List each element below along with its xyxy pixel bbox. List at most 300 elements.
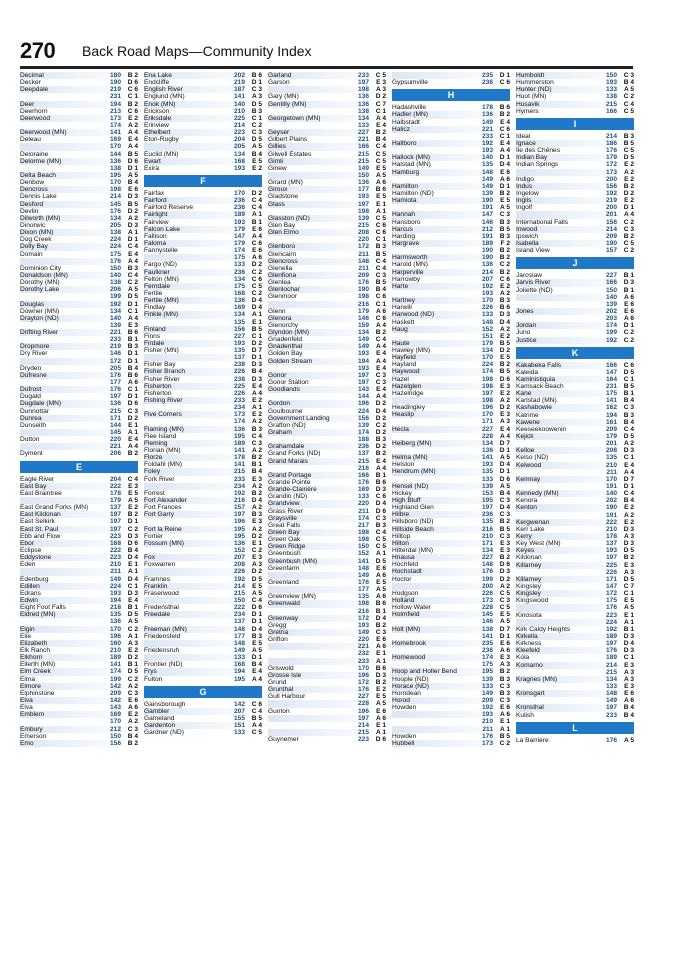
entry-page: 170 [481, 297, 493, 305]
entry-page: 147 [605, 368, 617, 376]
index-entry [144, 497, 262, 504]
entry-name: Embury [20, 725, 43, 733]
index-entry [268, 179, 386, 186]
entry-page: 156 [605, 182, 617, 190]
entry-name: Katrime [516, 411, 539, 419]
entry-grid: D 1 [251, 618, 262, 626]
entry-page: 193 [357, 621, 369, 629]
entry-grid: A 6 [375, 714, 386, 722]
entry-grid: C 5 [375, 72, 386, 79]
entry-page: 137 [357, 450, 369, 458]
entry-grid: B 5 [499, 368, 510, 376]
index-entry [144, 211, 262, 218]
index-entry [20, 590, 138, 597]
index-entry [20, 408, 138, 415]
entry-page: 189 [605, 654, 617, 662]
entry-grid: D 6 [375, 736, 386, 744]
index-entry [268, 122, 386, 129]
entry-page: 166 [605, 279, 617, 287]
index-entry [516, 79, 634, 86]
entry-grid: C 3 [623, 72, 634, 79]
entry-page: 220 [357, 636, 369, 644]
entry-grid: C 6 [251, 700, 262, 708]
entry-page: 146 [481, 218, 493, 226]
entry-page: 172 [605, 161, 617, 169]
entry-page: 176 [109, 207, 121, 215]
entry-page: 196 [481, 404, 493, 412]
entry-grid: E 5 [252, 639, 262, 647]
index-entry [392, 426, 510, 433]
entry-grid: C 5 [499, 604, 510, 612]
index-entry [20, 422, 138, 429]
entry-grid: B 5 [251, 325, 262, 333]
entry-name: Kronsgart [516, 690, 545, 698]
entry-page: 157 [233, 504, 245, 512]
entry-page: 211 [110, 568, 121, 576]
entry-page: 193 [605, 79, 617, 87]
entry-grid: B 3 [623, 132, 634, 140]
index-entry [392, 461, 510, 468]
entry-name: Elphinstone [20, 689, 55, 697]
entry-grid: D 4 [499, 318, 510, 326]
entry-name: Kaministiquia [516, 375, 556, 383]
entry-name: Fannystelle [144, 247, 178, 255]
entry-name: Ebb and Flow [20, 532, 61, 540]
entry-name: Ewart [144, 157, 161, 165]
entry-grid: E 6 [376, 564, 386, 572]
index-entry [516, 697, 634, 704]
index-entry [516, 376, 634, 383]
entry-grid: B 5 [499, 225, 510, 233]
entry-page: 174 [357, 429, 369, 437]
entry-grid: C 7 [623, 583, 634, 590]
entry-page: 227 [481, 554, 493, 562]
entry-name: Fort Alexander [144, 497, 187, 505]
entry-name: Fisherton [144, 382, 172, 390]
entry-page: 142 [233, 700, 245, 708]
entry-page: 189 [233, 211, 245, 219]
entry-name: East Selkirk [20, 518, 55, 526]
entry-grid: B 5 [127, 200, 138, 208]
entry-page: 198 [481, 397, 493, 405]
entry-grid: D 4 [499, 461, 510, 469]
entry-name: Dunnottar [20, 407, 49, 415]
entry-name: Hamilton (ND) [392, 189, 434, 197]
entry-page: 177 [357, 186, 369, 194]
entry-grid: E 5 [624, 597, 634, 605]
entry-page: 222 [233, 604, 245, 612]
entry-page: 141 [233, 447, 245, 455]
entry-name: Decker [20, 79, 41, 87]
entry-name: Gnadenfeld [268, 336, 303, 344]
entry-grid: A 6 [499, 711, 510, 719]
entry-grid: C 6 [499, 79, 510, 87]
entry-name: Gilwell Estates [268, 150, 312, 158]
entry-page: 193 [357, 350, 369, 358]
entry-page: 238 [233, 361, 245, 369]
entry-name: Enok (MN) [144, 100, 176, 108]
entry-grid: C 4 [127, 243, 138, 251]
index-entry [392, 604, 510, 611]
entry-grid: D 6 [375, 507, 386, 515]
entry-page: 142 [109, 696, 121, 704]
index-entry [392, 79, 510, 86]
index-entry [20, 504, 138, 511]
entry-name: Jones [516, 307, 534, 315]
entry-grid: A 1 [375, 207, 386, 215]
index-entry [392, 504, 510, 511]
index-entry [268, 315, 386, 322]
entry-name: Green Oak [268, 536, 301, 544]
entry-name: Harte [392, 282, 409, 290]
entry-page: 171 [605, 575, 617, 583]
entry-page: 228 [481, 432, 493, 440]
index-entry [268, 672, 386, 679]
entry-name: Griswold [268, 664, 294, 672]
entry-page: 197 [357, 379, 369, 387]
entry-page: 209 [481, 696, 493, 704]
entry-grid: D 4 [251, 304, 262, 312]
entry-grid: D 2 [623, 189, 634, 197]
entry-name: Donaldson (MN) [20, 271, 69, 279]
entry-grid: D 1 [251, 611, 262, 619]
index-entry [268, 629, 386, 636]
entry-grid: A 5 [375, 700, 386, 708]
index-entry [516, 469, 634, 476]
entry-grid: B 2 [127, 511, 138, 519]
entry-grid: B 2 [251, 454, 262, 462]
entry-grid: B 2 [499, 189, 510, 197]
entry-page: 210 [481, 718, 493, 726]
entry-grid: A 2 [499, 289, 510, 297]
entry-page: 136 [233, 297, 245, 305]
entry-grid: C 4 [251, 432, 262, 440]
index-entry [20, 372, 138, 379]
entry-name: Heaslip [392, 411, 414, 419]
entry-page: 197 [357, 200, 369, 208]
index-entry [392, 361, 510, 368]
index-entry [516, 547, 634, 554]
entry-page: 220 [357, 500, 369, 508]
entry-name: Florian (MN) [144, 447, 181, 455]
entry-name: Flaming (MN) [144, 425, 184, 433]
entry-grid: E 2 [376, 686, 386, 694]
entry-page: 145 [481, 611, 493, 619]
entry-page: 199 [109, 675, 121, 683]
entry-grid: C 1 [127, 386, 138, 394]
entry-page: 214 [605, 661, 617, 669]
index-entry [392, 690, 510, 697]
index-entry [268, 336, 386, 343]
entry-grid: D 2 [251, 189, 262, 197]
entry-page: 136 [357, 93, 369, 101]
entry-grid: B 1 [127, 604, 138, 612]
entry-page: 216 [357, 607, 369, 615]
index-entry [20, 286, 138, 293]
index-entry [20, 322, 138, 329]
entry-grid: C 5 [251, 729, 262, 737]
entry-page: 219 [109, 86, 121, 94]
entry-name: Fisher Bay [144, 361, 176, 369]
entry-name: Ignace [516, 139, 536, 147]
entry-name: Erickson [144, 107, 170, 115]
entry-grid: E 2 [128, 646, 138, 654]
entry-grid: A 1 [127, 229, 138, 237]
entry-page: 136 [109, 157, 121, 165]
entry-name: Grahamdale [268, 443, 305, 451]
entry-name: Haug [392, 325, 408, 333]
entry-page: 168 [233, 289, 245, 297]
entry-page: 176 [357, 479, 369, 487]
index-entry [392, 526, 510, 533]
entry-grid: D 4 [499, 161, 510, 169]
entry-name: Fort Frances [144, 504, 182, 512]
entry-page: 198 [357, 600, 369, 608]
entry-grid: A 6 [499, 646, 510, 654]
index-entry [516, 108, 634, 115]
entry-grid: C 1 [375, 300, 386, 308]
entry-grid: A 6 [127, 704, 138, 712]
entry-grid: D 2 [375, 429, 386, 437]
entry-name: Elk Ranch [20, 646, 51, 654]
entry-page: 133 [481, 311, 493, 319]
index-entry [20, 193, 138, 200]
entry-grid: C 4 [623, 425, 634, 433]
entry-grid: E 3 [128, 482, 138, 490]
entry-grid: D 3 [375, 671, 386, 679]
entry-page: 190 [357, 286, 369, 294]
entry-name: Hnausa [392, 554, 415, 562]
index-entry [20, 740, 138, 747]
entry-page: 194 [357, 357, 369, 365]
entry-grid: D 6 [499, 561, 510, 569]
entry-name: International Falls [516, 218, 569, 226]
entry-page: 151 [481, 332, 493, 340]
index-entry [20, 450, 138, 457]
entry-page: 140 [109, 271, 121, 279]
entry-name: Dolly Bay [20, 243, 48, 251]
index-entry [516, 669, 634, 676]
index-entry [392, 733, 510, 740]
entry-page: 160 [109, 639, 121, 647]
entry-page: 146 [109, 350, 121, 358]
entry-grid: B 4 [127, 179, 138, 187]
entry-grid: A 6 [375, 179, 386, 187]
entry-name: Grandin (ND) [268, 493, 308, 501]
index-entry [516, 433, 634, 440]
entry-name: Eagle River [20, 475, 55, 483]
index-entry [516, 101, 634, 108]
entry-name: Kildonan [516, 554, 542, 562]
index-entry [144, 226, 262, 233]
entry-name: Hallboro [392, 139, 417, 147]
index-entry [392, 511, 510, 518]
entry-grid: D 5 [623, 547, 634, 555]
entry-grid: A 3 [251, 561, 262, 569]
index-entry [516, 590, 634, 597]
index-entry [268, 729, 386, 736]
entry-grid: E 6 [252, 247, 262, 255]
entry-page: 214 [605, 132, 617, 140]
index-entry [144, 86, 262, 93]
index-entry [516, 147, 634, 154]
index-entry [144, 129, 262, 136]
entry-grid: A 1 [499, 725, 510, 733]
entry-page: 179 [481, 339, 493, 347]
entry-page: 176 [357, 686, 369, 694]
entry-grid: D 3 [623, 447, 634, 455]
entry-grid: A 2 [499, 582, 510, 590]
index-entry [268, 158, 386, 165]
entry-page: 166 [357, 471, 369, 479]
section-letter-h: H [392, 89, 510, 101]
entry-grid: C 3 [375, 628, 386, 636]
index-entry [268, 222, 386, 229]
entry-page: 197 [605, 640, 617, 648]
index-entry [268, 458, 386, 465]
entry-page: 174 [481, 654, 493, 662]
entry-name: Grifton [268, 636, 288, 644]
entry-grid: A 4 [251, 722, 262, 730]
index-entry [20, 497, 138, 504]
entry-name: High Bluff [392, 497, 421, 505]
entry-page: 146 [481, 618, 493, 626]
index-entry [516, 397, 634, 404]
index-entry [392, 261, 510, 268]
entry-grid: B 5 [499, 525, 510, 533]
index-entry [20, 429, 138, 436]
entry-name: Gonor Station [268, 379, 309, 387]
section-letter-l: L [516, 722, 634, 734]
entry-name: Hochstadt [392, 568, 422, 576]
section-letter-f: F [144, 175, 262, 187]
entry-grid: D 1 [251, 79, 262, 87]
entry-grid: E 1 [376, 721, 386, 729]
entry-page: 200 [605, 175, 617, 183]
entry-page: 194 [109, 100, 121, 108]
entry-name: Desford [20, 200, 44, 208]
entry-page: 139 [109, 321, 121, 329]
entry-name: Fisher Branch [144, 368, 186, 376]
entry-name: Grand Marais [268, 457, 308, 465]
entry-name: Holt (MN) [392, 625, 421, 633]
entry-grid: C 6 [623, 361, 634, 369]
entry-grid: A 1 [375, 657, 386, 665]
entry-grid: D 1 [127, 236, 138, 244]
entry-page: 205 [233, 143, 245, 151]
entry-grid: B 3 [499, 297, 510, 305]
entry-grid: C 6 [499, 125, 510, 133]
entry-grid: C 3 [499, 497, 510, 505]
index-entry [268, 301, 386, 308]
entry-name: Harperville [392, 268, 424, 276]
entry-name: Deepdale [20, 86, 49, 94]
entry-page: 224 [481, 361, 493, 369]
entry-page: 202 [605, 307, 617, 315]
entry-page: 195 [233, 432, 245, 440]
index-entry [268, 529, 386, 536]
index-entry [268, 558, 386, 565]
entry-page: 195 [109, 171, 121, 179]
entry-grid: A 1 [127, 568, 138, 576]
entry-name: Glenora [268, 314, 292, 322]
entry-grid: C 1 [623, 454, 634, 462]
entry-grid: B 4 [251, 661, 262, 669]
index-entry [392, 283, 510, 290]
entry-page: 197 [233, 511, 245, 519]
entry-grid: C 5 [623, 147, 634, 155]
index-entry [268, 658, 386, 665]
entry-name: Kennedy (MN) [516, 490, 559, 498]
entry-grid: C 6 [499, 275, 510, 283]
index-entry [144, 661, 262, 668]
entry-grid: E 2 [128, 114, 138, 122]
index-entry [516, 169, 634, 176]
entry-page: 203 [605, 315, 617, 323]
entry-name: Indigo [516, 175, 534, 183]
entry-name: Eden [20, 561, 36, 569]
entry-name: Friedensfeld [144, 632, 181, 640]
index-entry [144, 468, 262, 475]
entry-page: 233 [605, 711, 617, 719]
entry-grid: D 1 [499, 72, 510, 79]
entry-grid: D 5 [251, 136, 262, 144]
index-entry [144, 240, 262, 247]
entry-name: Halbstadt [392, 118, 420, 126]
entry-page: 138 [109, 164, 121, 172]
entry-grid: E 3 [500, 547, 510, 554]
index-entry [516, 569, 634, 576]
entry-grid: A 6 [375, 307, 386, 315]
entry-page: 136 [481, 447, 493, 455]
entry-page: 215 [357, 150, 369, 158]
index-entry [392, 383, 510, 390]
index-entry [20, 336, 138, 343]
entry-grid: D 5 [127, 611, 138, 619]
entry-page: 150 [357, 543, 369, 551]
entry-page: 135 [481, 161, 493, 169]
entry-name: Kenton [516, 504, 537, 512]
entry-grid: A 4 [375, 321, 386, 329]
entry-page: 148 [357, 257, 369, 265]
entry-grid: C 2 [499, 739, 510, 747]
index-entry [20, 654, 138, 661]
index-entry [268, 515, 386, 522]
entry-page: 209 [605, 425, 617, 433]
entry-grid: B 1 [127, 661, 138, 669]
index-entry [516, 419, 634, 426]
entry-page: 173 [481, 596, 493, 604]
entry-name: Grande Pointe [268, 479, 311, 487]
entry-page: 223 [109, 554, 121, 562]
entry-name: East Bay [20, 482, 47, 490]
index-entry [144, 311, 262, 318]
index-entry [268, 293, 386, 300]
entry-grid: B 1 [375, 607, 386, 615]
entry-grid: D 2 [127, 414, 138, 422]
index-entry [516, 176, 634, 183]
entry-grid: C 4 [251, 596, 262, 604]
entry-page: 173 [605, 168, 617, 176]
entry-page: 215 [605, 100, 617, 108]
entry-grid: C 2 [251, 289, 262, 297]
entry-grid: A 5 [127, 618, 138, 626]
entry-name: Gambler [144, 707, 170, 715]
entry-name: Fort Garry [144, 511, 175, 519]
entry-name: Elva [20, 696, 33, 704]
index-entry [144, 376, 262, 383]
index-entry [268, 600, 386, 607]
